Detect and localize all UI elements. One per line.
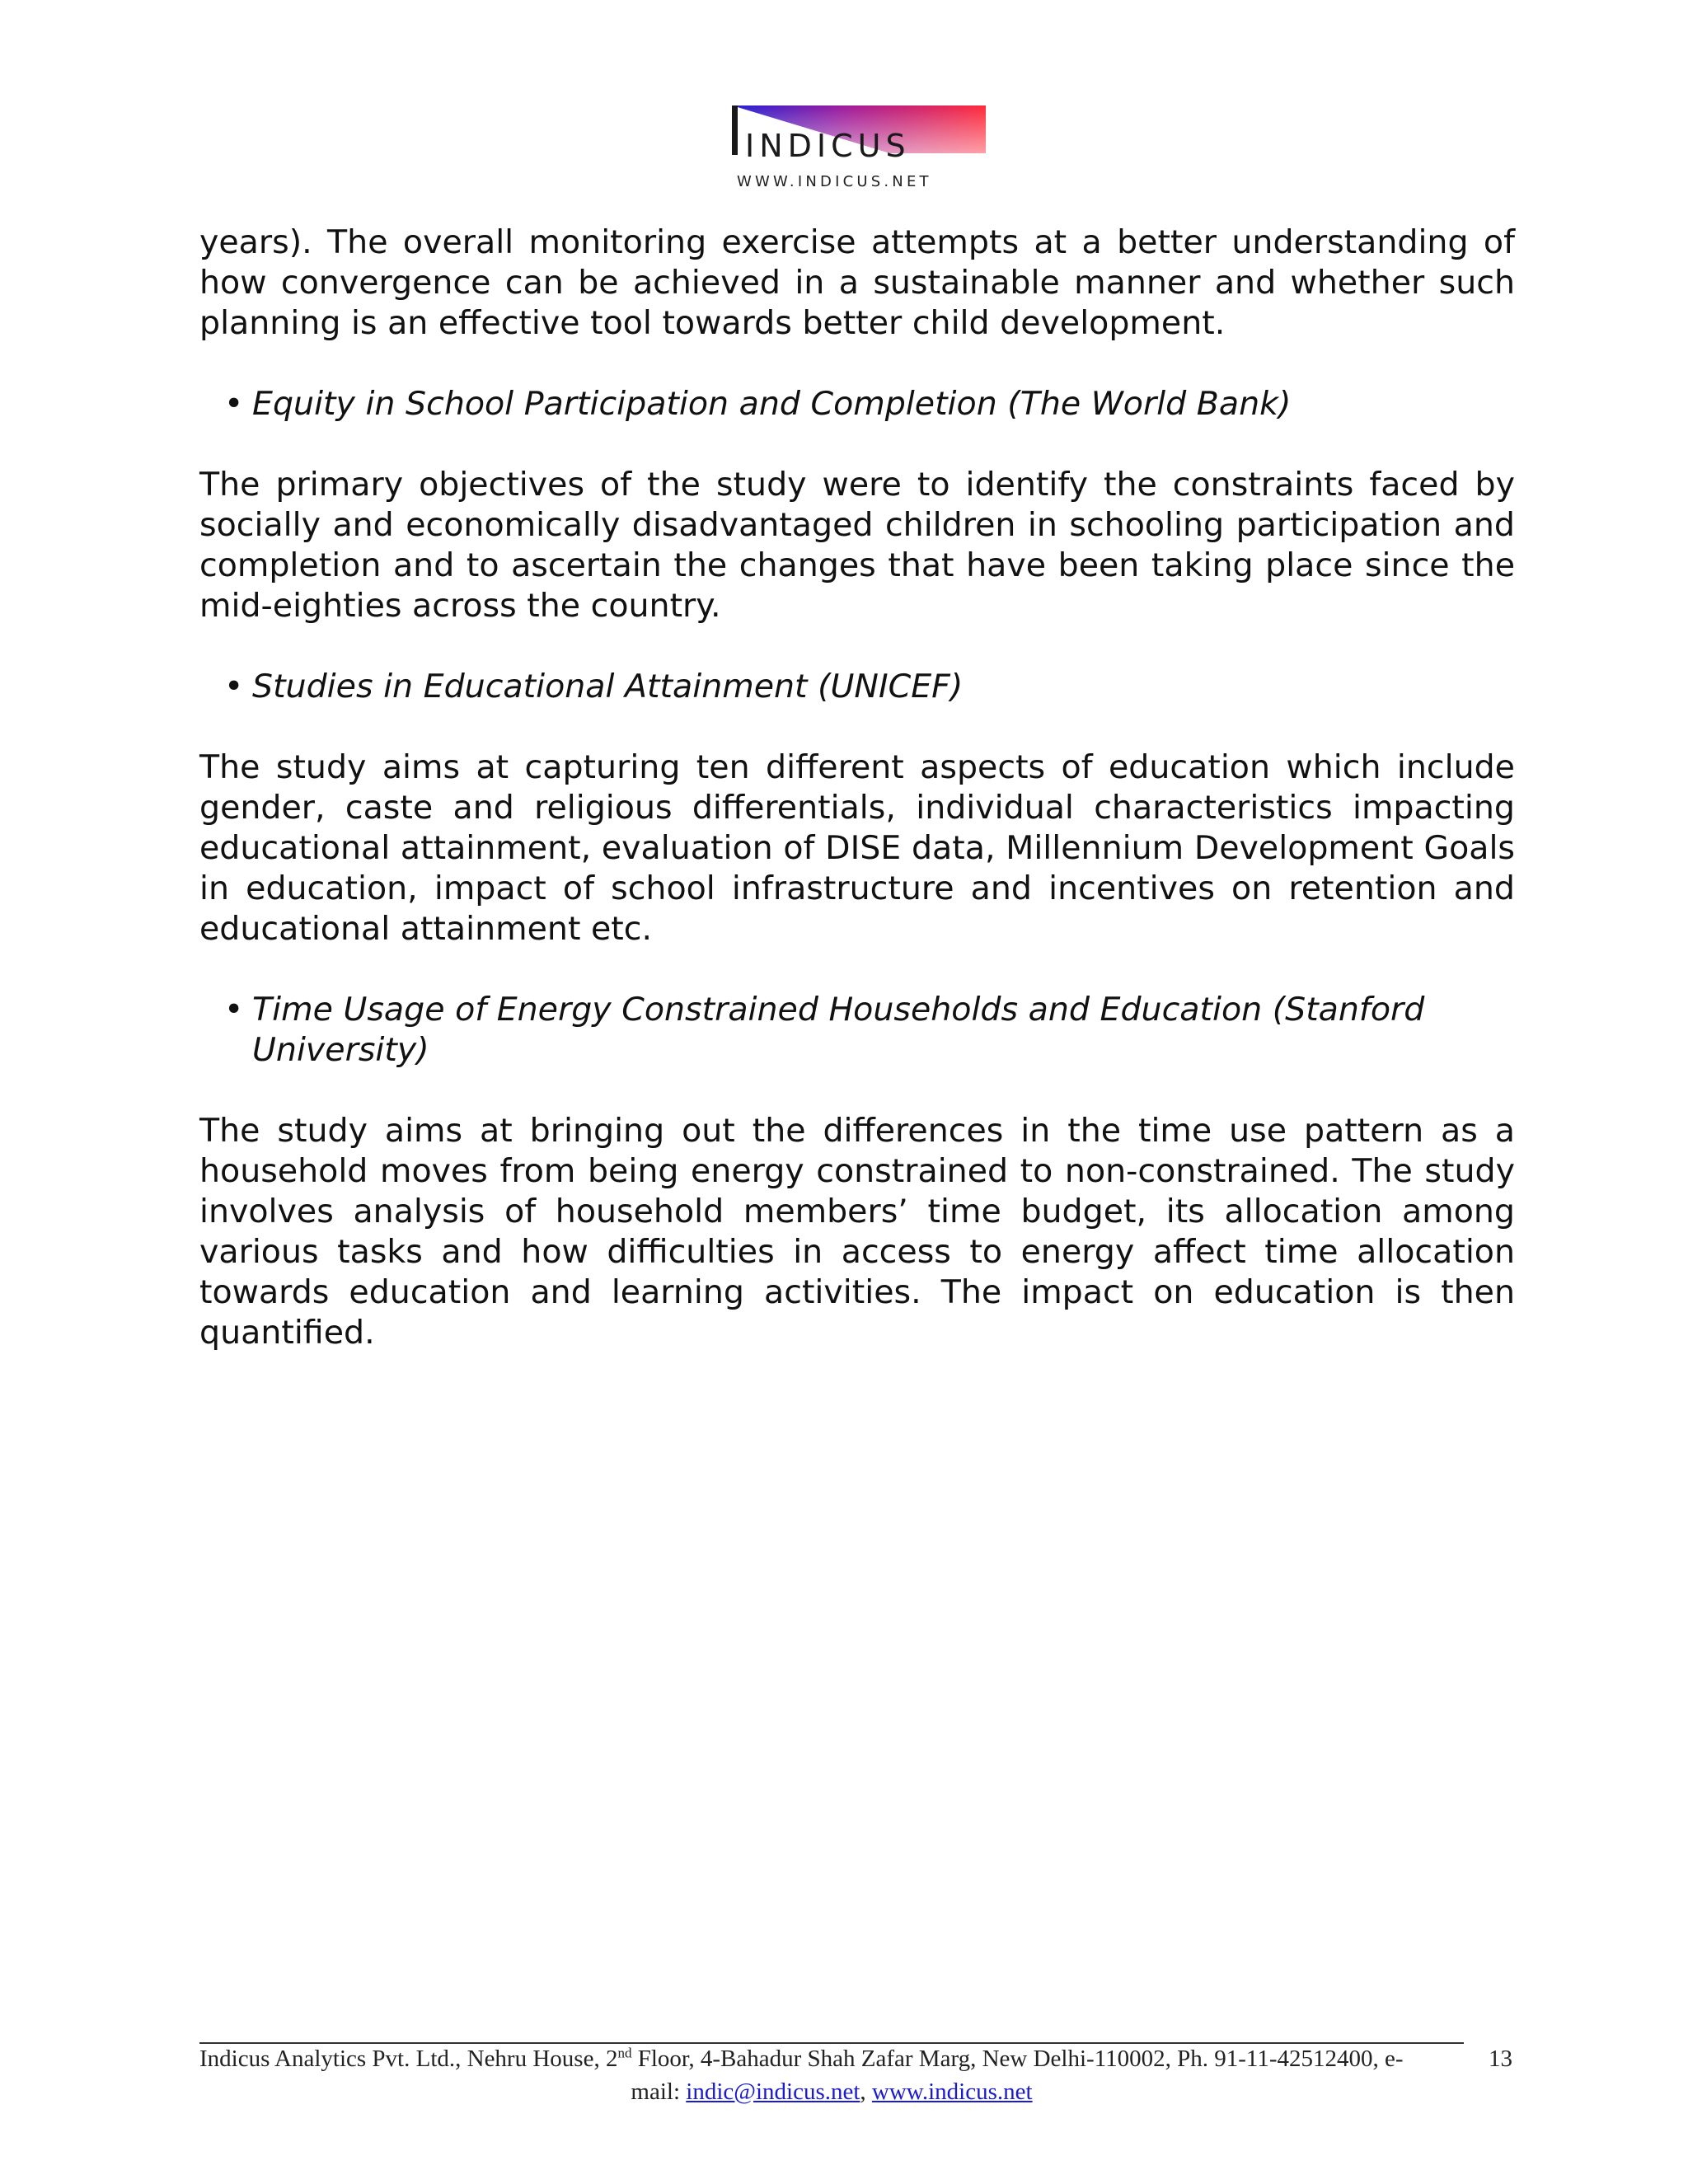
footer-separator: ,	[860, 2079, 872, 2105]
section-paragraph-world-bank: The primary objectives of the study were to identify the constraints faced by socially and economically disadvantaged children in schooling participation and completion and to ascertain the changes that have been taking place since the mid-eighties across the country.	[199, 466, 1515, 625]
intro-paragraph: years). The overall monitoring exercise attempts at a better understanding of how convergence can be achieved in a sustainable manner and whether such planning is an effective tool towards better child development.	[199, 223, 1515, 342]
indicus-logo	[729, 104, 987, 194]
section-paragraph-unicef: The study aims at capturing ten different aspects of education which include gender, caste and religious differentials, individual characteristics impacting educational attainment, evaluation of DISE data, Millennium Development Goals in education, impact of school infrastructure and incentives on retention and educational attainment etc.	[199, 748, 1515, 948]
section-paragraph-stanford: The study aims at bringing out the differences in the time use pattern as a household moves from being energy constrained to non-constrained. The study involves analysis of household members’ time budget, its allocation among various tasks and how difficulties in access to energy affect time allocation towards education and learning activities. The impact on education is then quantified.	[199, 1112, 1515, 1352]
page-number: 13	[1489, 2046, 1512, 2072]
bullet-icon: •	[224, 668, 244, 705]
footer-address-line	[199, 2042, 1464, 2075]
footer-address	[199, 2042, 1464, 2108]
bullet-icon: •	[224, 991, 244, 1029]
section-heading-text: Equity in School Participation and Completion (The World Bank)	[252, 385, 1292, 423]
footer-superscript: nd	[617, 2045, 632, 2061]
footer-contact-line	[199, 2075, 1464, 2108]
footer-mail-label: mail:	[631, 2079, 687, 2105]
email-link[interactable]: indic@indicus.net	[686, 2079, 860, 2105]
logo-url: WWW.INDICUS.NET	[737, 173, 932, 190]
section-heading-unicef	[199, 667, 1515, 707]
website-link[interactable]: www.indicus.net	[871, 2079, 1033, 2105]
section-heading-stanford	[199, 990, 1515, 1071]
bullet-icon: •	[224, 385, 244, 423]
section-heading-text: Time Usage of Energy Constrained Households and Education (Stanford University)	[252, 991, 1425, 1069]
logo-text: INDICUS	[745, 128, 911, 164]
section-heading-text: Studies in Educational Attainment (UNICEF)	[252, 668, 964, 705]
document-body	[199, 223, 1515, 1394]
footer-address-text-2: Floor, 4-Bahadur Shah Zafar Marg, New Delhi-110002, Ph. 91-11-42512400, e-	[631, 2046, 1404, 2072]
section-heading-world-bank	[199, 384, 1515, 424]
footer-address-text: Indicus Analytics Pvt. Ltd., Nehru House, 2	[199, 2046, 618, 2072]
